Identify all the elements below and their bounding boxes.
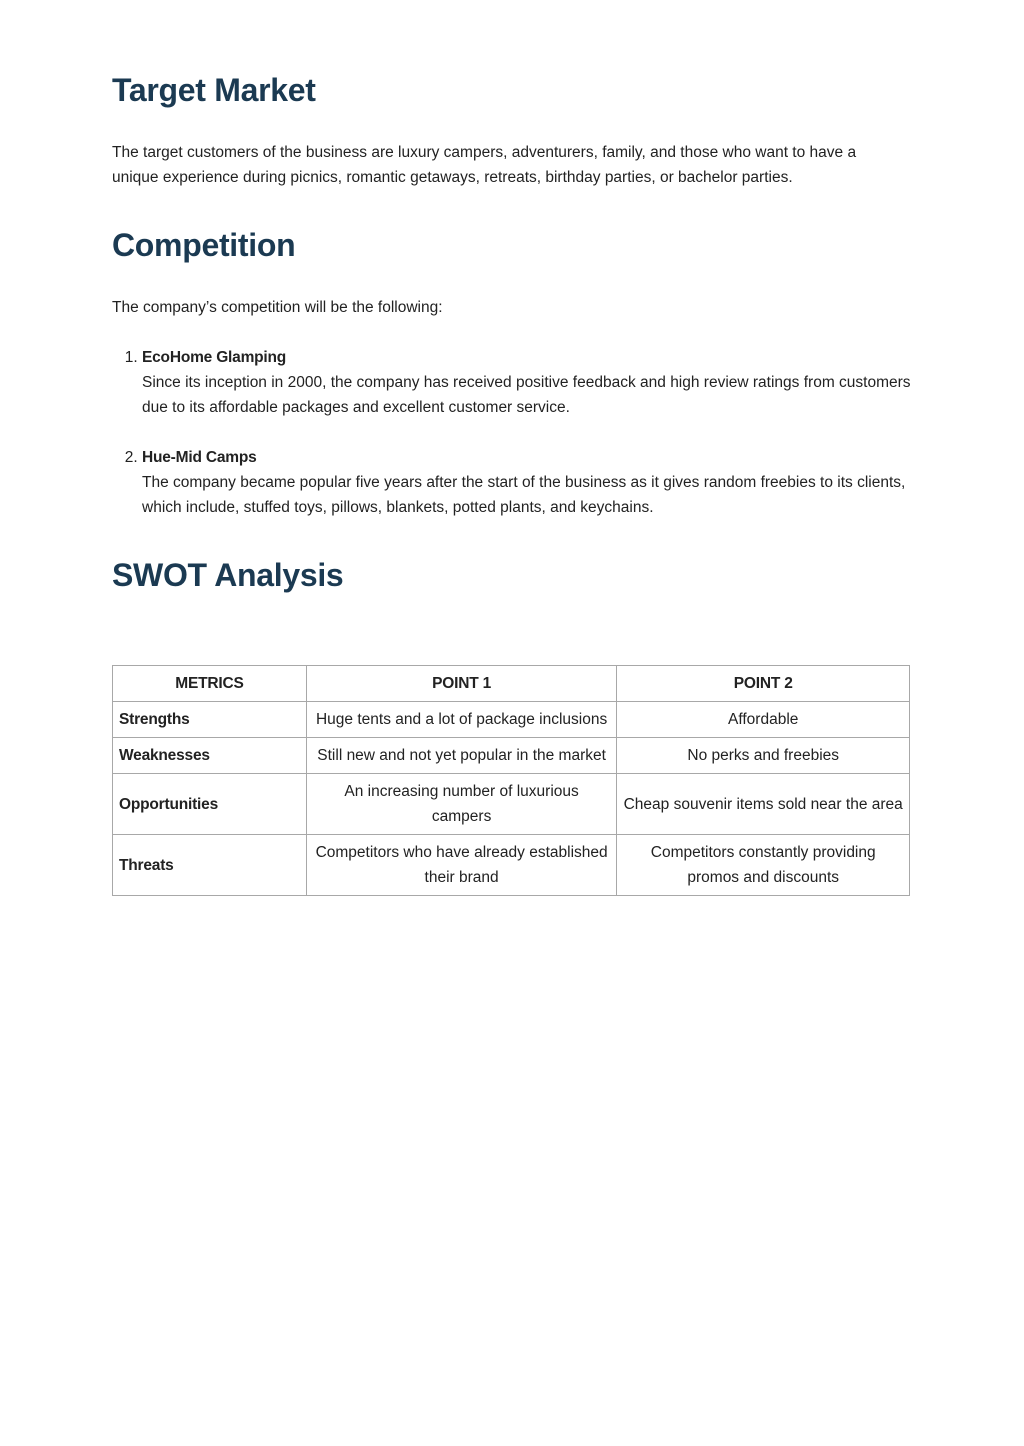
competitor-description: The company became popular five years after the start of the business as it gives random freebies to its clients, which include, stuffed toys, pillows, blankets, potted plants, and keychains. bbox=[142, 474, 906, 516]
point-2-cell: No perks and freebies bbox=[617, 738, 910, 774]
column-header-point-2: POINT 2 bbox=[617, 666, 910, 702]
table-header-row bbox=[113, 666, 910, 702]
competition-heading: Competition bbox=[112, 227, 296, 263]
competitor-item bbox=[142, 445, 932, 520]
point-1-cell: An increasing number of luxurious campers bbox=[306, 774, 617, 835]
point-1-cell: Huge tents and a lot of package inclusions bbox=[306, 702, 617, 738]
column-header-point-1: POINT 1 bbox=[306, 666, 617, 702]
competitor-name: 2. Hue-Mid Camps bbox=[142, 449, 257, 466]
table-row bbox=[113, 774, 910, 835]
point-1-cell: Still new and not yet popular in the market bbox=[306, 738, 617, 774]
competitor-description: Since its inception in 2000, the company has received positive feedback and high review ratings from customers due to its affordable packages and excellent customer service. bbox=[142, 374, 911, 416]
point-1-cell: Competitors who have already established their brand bbox=[306, 835, 617, 896]
table-row bbox=[113, 702, 910, 738]
target-market-heading: Target Market bbox=[112, 72, 316, 108]
point-2-cell: Affordable bbox=[617, 702, 910, 738]
metric-cell: Strengths bbox=[113, 702, 307, 738]
point-2-cell: Competitors constantly providing promos and discounts bbox=[617, 835, 910, 896]
swot-analysis-heading: SWOT Analysis bbox=[112, 557, 344, 593]
column-header-metrics: METRICS bbox=[113, 666, 307, 702]
metric-cell: Weaknesses bbox=[113, 738, 307, 774]
table-row bbox=[113, 738, 910, 774]
point-2-cell: Cheap souvenir items sold near the area bbox=[617, 774, 910, 835]
swot-table bbox=[112, 665, 910, 896]
competitor-name: 1. EcoHome Glamping bbox=[142, 349, 287, 366]
competitor-item bbox=[142, 345, 932, 420]
metric-cell: Opportunities bbox=[113, 774, 307, 835]
target-market-paragraph: The target customers of the business are luxury campers, adventurers, family, and those who want to have a unique experience during picnics, romantic getaways, retreats, birthday parties, or bachelor parties. bbox=[112, 144, 857, 186]
table-row bbox=[113, 835, 910, 896]
competitor-list bbox=[112, 345, 932, 545]
competition-intro-paragraph: The company’s competition will be the following: bbox=[112, 299, 443, 316]
metric-cell: Threats bbox=[113, 835, 307, 896]
